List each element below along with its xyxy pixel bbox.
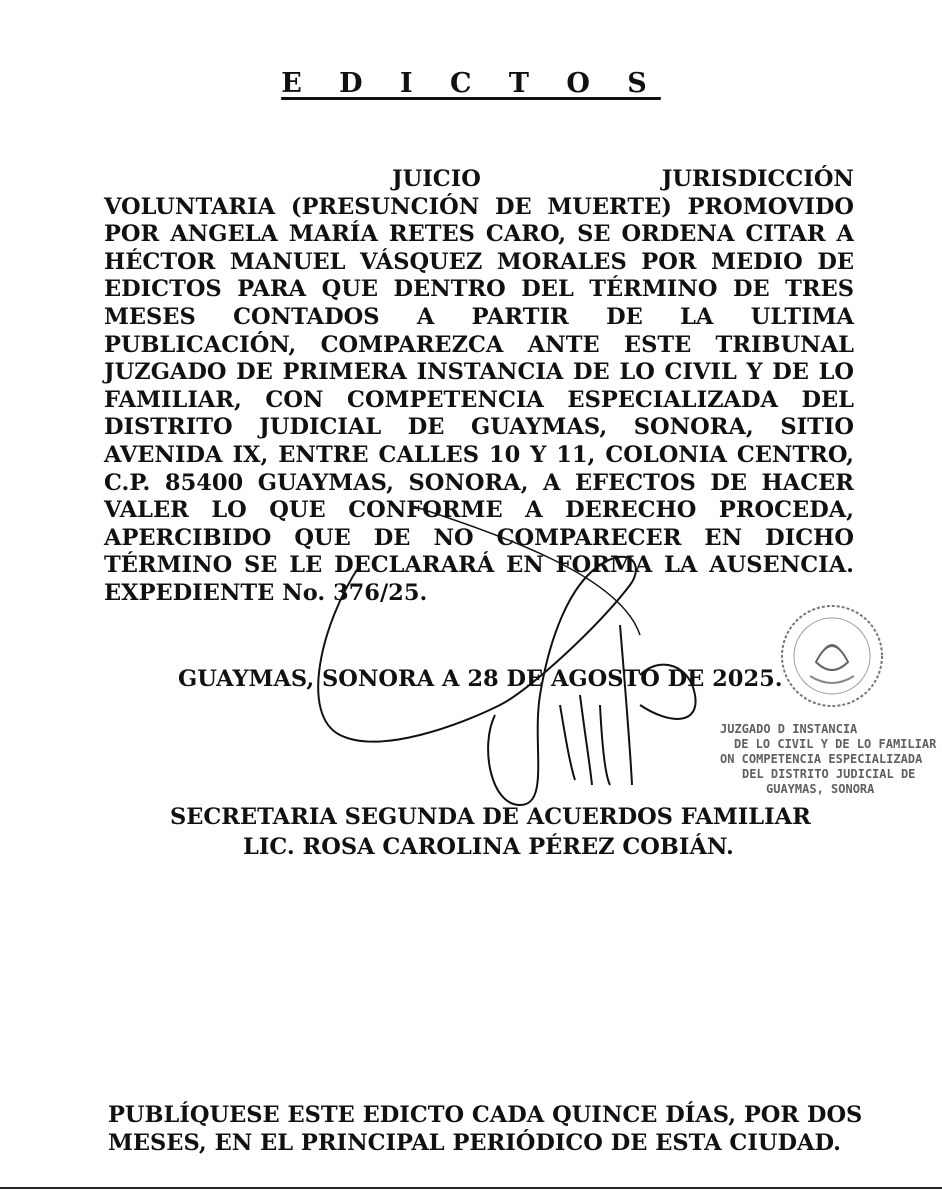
court-seal: [776, 600, 888, 712]
handwritten-signature: [300, 505, 720, 825]
body-lead: JUICIO JURISDICCIÓN VOLUNTARIA: [104, 166, 854, 220]
publication-footer: PUBLÍQUESE ESTE EDICTO CADA QUINCE DÍAS, POR DOS MESES, EN EL PRINCIPAL PERIÓDICO DE ESTA CIUDAD.: [108, 1102, 863, 1156]
bottom-edge-line: [0, 1187, 942, 1189]
stamp-line: DEL DISTRITO JUDICIAL DE: [742, 767, 916, 781]
secretary-name: LIC. ROSA CAROLINA PÉREZ COBIÁN.: [243, 834, 734, 860]
stamp-line: ON COMPETENCIA ESPECIALIZADA: [720, 752, 923, 766]
secretary-title: SECRETARIA SEGUNDA DE ACUERDOS FAMILIAR: [170, 804, 811, 830]
date-line: GUAYMAS, SONORA A 28 DE AGOSTO DE 2025.: [178, 666, 783, 692]
stamp-line: DE LO CIVIL Y DE LO FAMILIAR: [734, 737, 937, 751]
stamp-line: JUZGADO D INSTANCIA: [720, 722, 858, 736]
title-text: E D I C T O S: [281, 68, 661, 99]
body-rest: (PRESUNCIÓN DE MUERTE) PROMOVIDO POR ANGELA MARÍA RETES CARO, SE ORDENA CITAR A HÉCTOR MANUEL VÁSQUEZ MORALES POR MEDIO DE EDICTOS PARA QUE DENTRO DEL TÉRMINO DE TRES MESES CONTADOS A PARTIR DE LA ULTIMA PUBLICACIÓN, COMPAREZCA ANTE ESTE TRIBUNAL JUZGADO DE PRIMERA INSTANCIA DE LO CIVIL Y DE LO FAMILIAR, CON COMPETENCIA ESPECIALIZADA DEL DISTRITO JUDICIAL DE GUAYMAS, SONORA, SITIO AVENIDA IX, ENTRE CALLES 10 Y 11, COLONIA CENTRO, C.P. 85400 GUAYMAS, SONORA, A EFECTOS DE HACER VALER LO QUE CONFORME A DERECHO PROCEDA, APERCIBIDO QUE DE NO COMPARECER EN DICHO TÉRMINO SE LE DECLARARÁ EN FORMA LA AUSENCIA. EXPEDIENTE No. 376/25.: [104, 193, 854, 606]
document-title: [0, 68, 942, 99]
stamp-line: GUAYMAS, SONORA: [766, 782, 875, 796]
court-stamp: [720, 722, 940, 797]
